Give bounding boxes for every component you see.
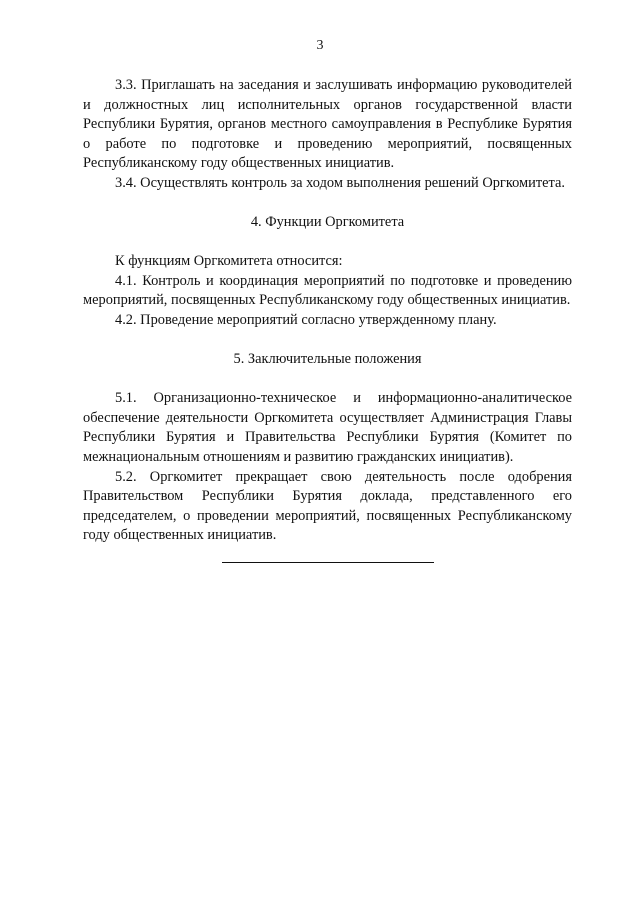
paragraph-4-1: 4.1. Контроль и координация мероприятий по подготовке и проведению мероприятий, посвященных Республиканскому году общественных инициатив. (83, 272, 572, 309)
section-5-heading: 5. Заключительные положения (233, 350, 422, 367)
document-body (83, 76, 572, 563)
paragraph-3-4: 3.4. Осуществлять контроль за ходом выполнения решений Оргкомитета. (115, 174, 565, 191)
end-of-document-rule (222, 562, 434, 563)
paragraph-4-2: 4.2. Проведение мероприятий согласно утвержденному плану. (115, 311, 497, 328)
page-number: 3 (316, 38, 324, 53)
paragraph-5-2: 5.2. Оргкомитет прекращает свою деятельность после одобрения Правительством Республики Бурятия доклада, представленного его председателем, о проведении мероприятий, посвященных Республиканскому году общественных инициатив. (83, 468, 572, 544)
section-4-heading: 4. Функции Оргкомитета (250, 213, 405, 230)
section-4-intro: К функциям Оргкомитета относится: (115, 253, 343, 270)
paragraph-3-3: 3.3. Приглашать на заседания и заслушивать информацию руководителей и должностных лиц исполнительных органов государственной власти Республики Бурятия, органов местного самоуправления в Республике Бурятия о работе по подготовке и проведению мероприятий, посвященных Республиканскому году общественных инициатив. (83, 77, 572, 172)
paragraph-5-1: 5.1. Организационно-техническое и информационно-аналитическое обеспечение деятельности Оргкомитета осуществляет Администрация Главы Республики Бурятия и Правительства Республики Бурятия (Комитет по межнациональным отношениям и развитию гражданских инициатив). (83, 390, 572, 465)
